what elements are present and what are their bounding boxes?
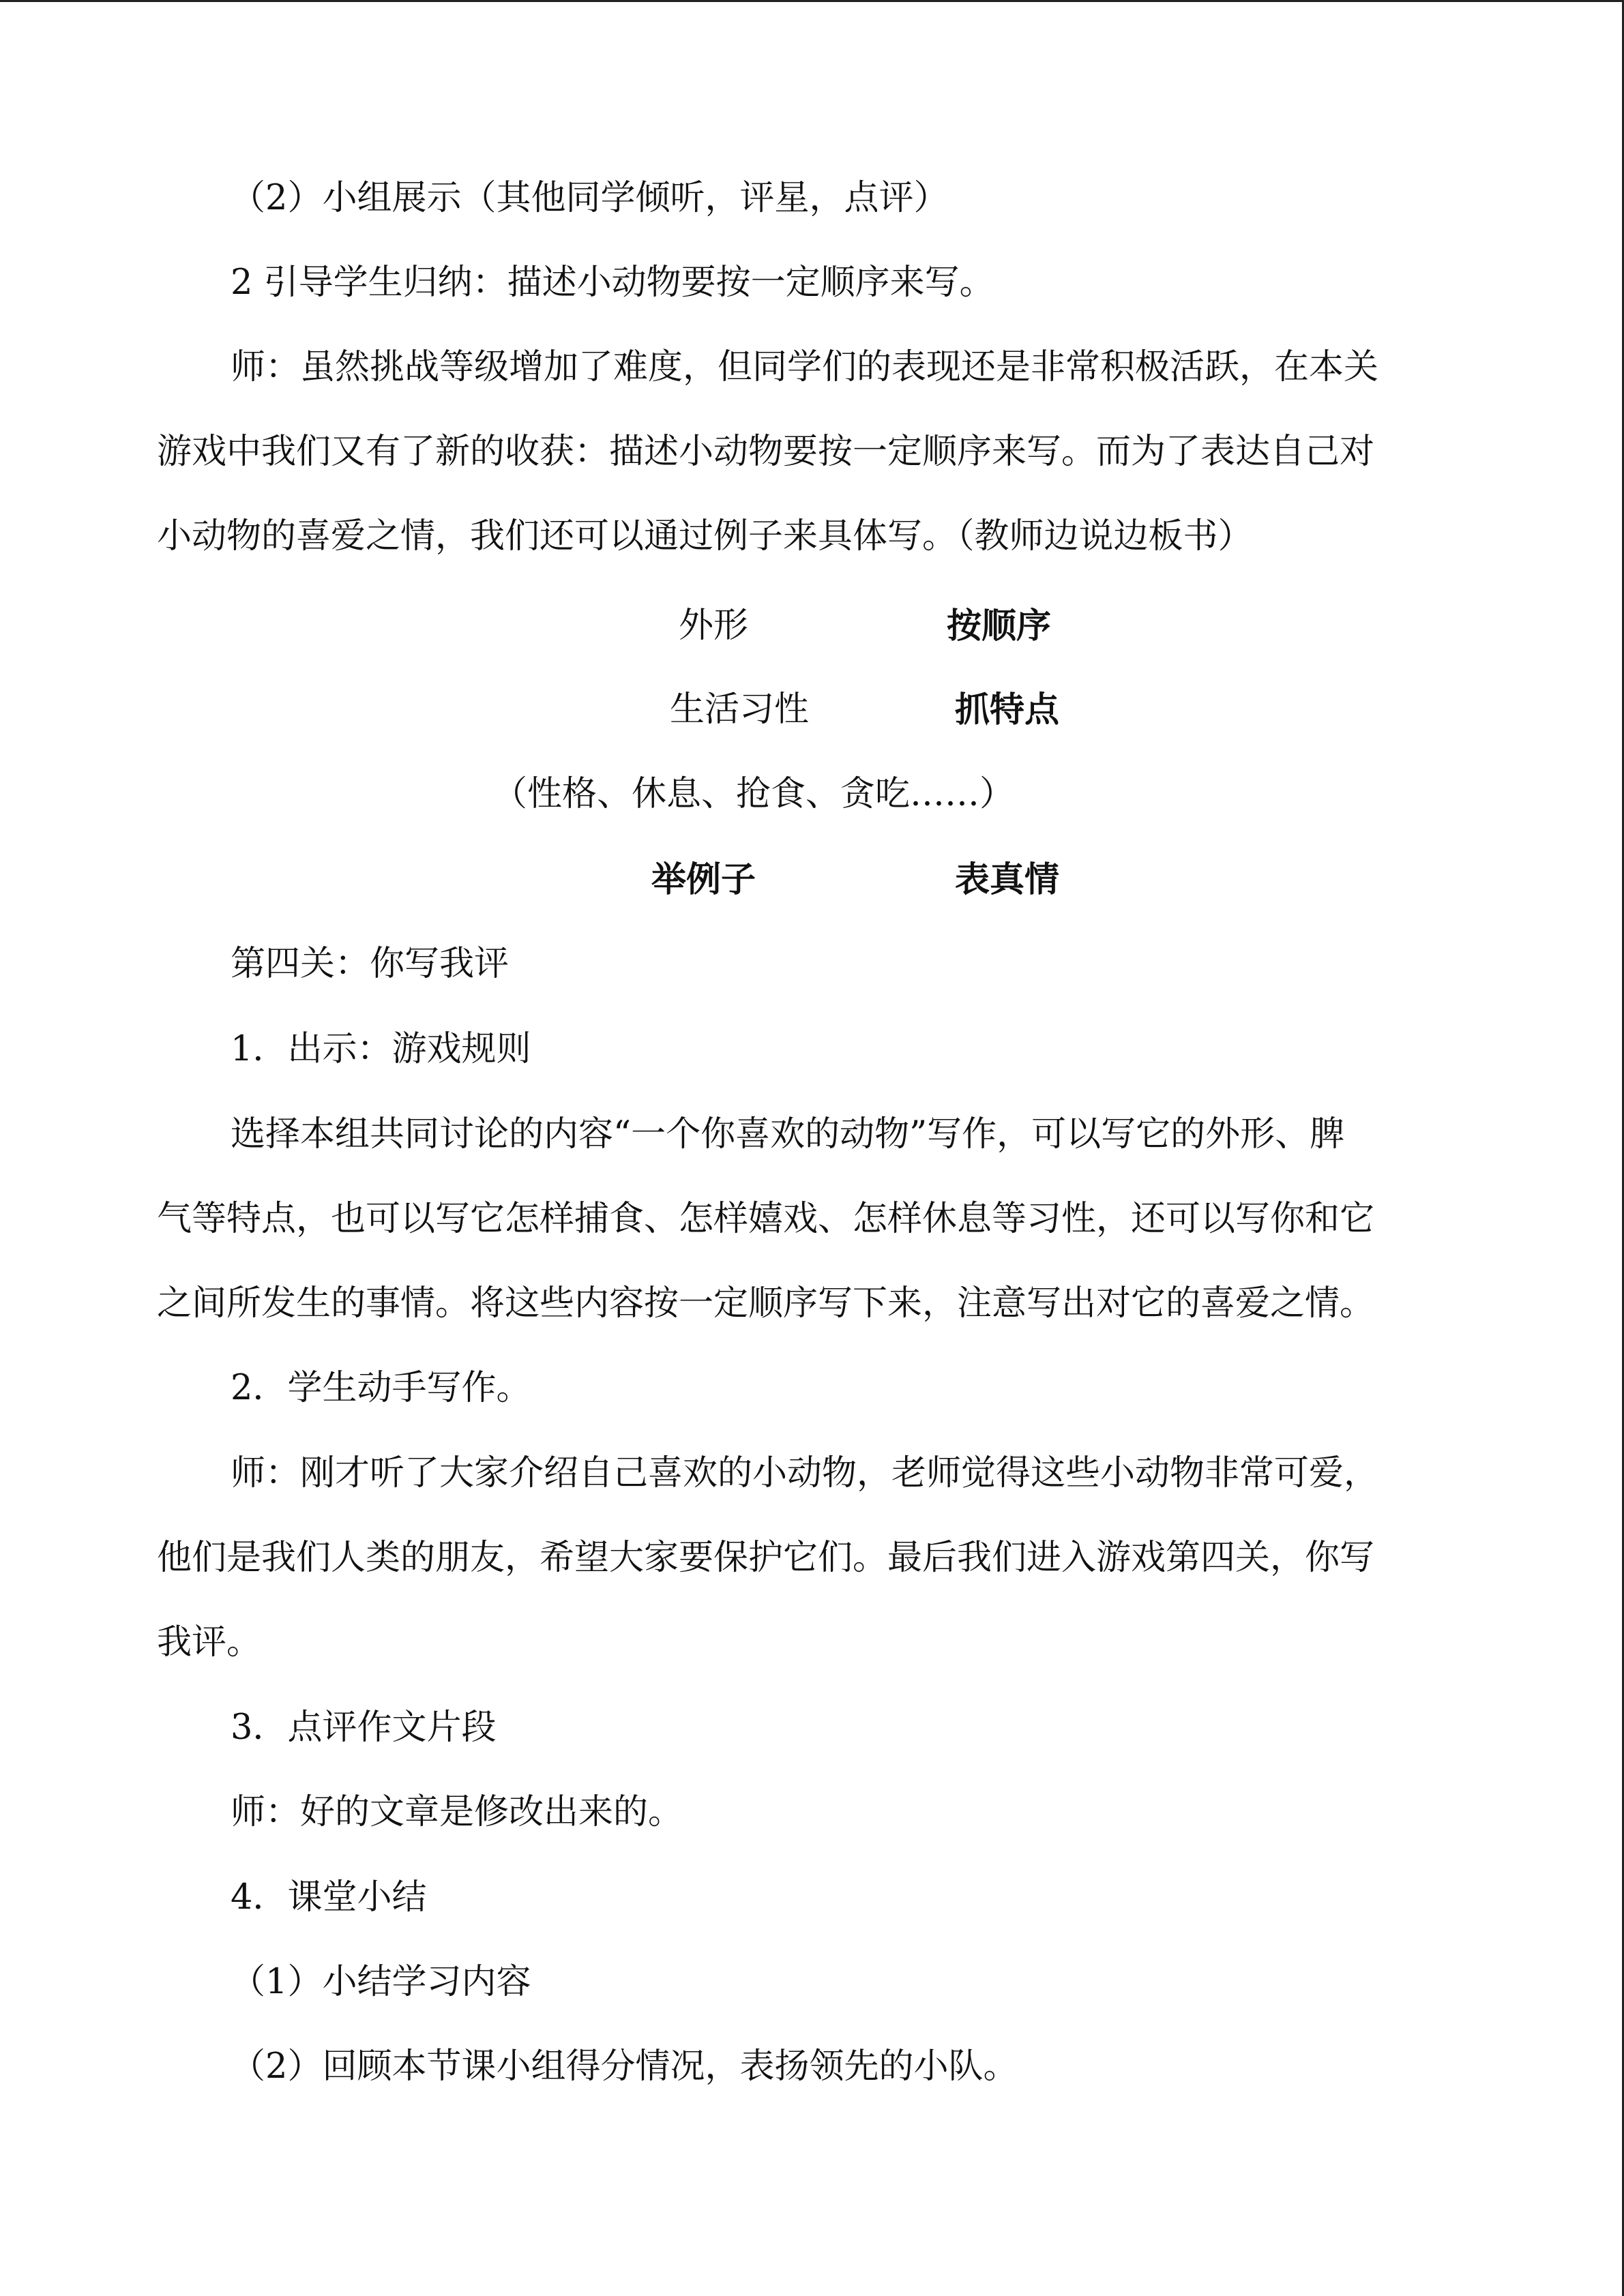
list-subitem-group-scores: （2）回顾本节课小组得分情况，表扬领先的小队。 bbox=[231, 2046, 1018, 2087]
board-appearance: 外形 bbox=[679, 606, 749, 646]
paragraph-teacher-line-1: 师：虽然挑战等级增加了难度，但同学们的表现还是非常积极活跃，在本关 bbox=[231, 347, 1379, 387]
paragraph-rules-line-2: 气等特点，也可以写它怎样捕食、怎样嬉戏、怎样休息等习性，还可以写你和它 bbox=[157, 1199, 1375, 1239]
board-habits: 生活习性 bbox=[670, 689, 810, 730]
board-examples-note: （性格、休息、抢食、贪吃……） bbox=[492, 774, 1015, 814]
list-item-game-rules: 1．出示：游戏规则 bbox=[231, 1029, 531, 1069]
paragraph-group-display: （2）小组展示（其他同学倾听，评星，点评） bbox=[231, 178, 949, 218]
paragraph-teacher-2-line-3: 我评。 bbox=[157, 1622, 262, 1663]
list-item-review: 3．点评作文片段 bbox=[231, 1708, 497, 1748]
board-in-order: 按顺序 bbox=[947, 606, 1052, 646]
paragraph-teacher-line-3: 小动物的喜爱之情，我们还可以通过例子来具体写。（教师边说边板书） bbox=[157, 516, 1253, 556]
paragraph-teacher-2-line-2: 他们是我们人类的朋友，希望大家要保护它们。最后我们进入游戏第四关，你写 bbox=[157, 1538, 1375, 1578]
paragraph-teacher-2-line-1: 师：刚才听了大家介绍自己喜欢的小动物，老师觉得这些小动物非常可爱， bbox=[231, 1453, 1379, 1493]
section-title-level4: 第四关：你写我评 bbox=[231, 944, 510, 984]
paragraph-rules-line-3: 之间所发生的事情。将这些内容按一定顺序写下来，注意写出对它的喜爱之情。 bbox=[157, 1283, 1375, 1324]
board-key-points: 抓特点 bbox=[955, 689, 1060, 730]
paragraph-rules-line-1: 选择本组共同讨论的内容“一个你喜欢的动物”写作，可以写它的外形、脾 bbox=[231, 1114, 1345, 1154]
paragraph-teacher-note: 师：好的文章是修改出来的。 bbox=[231, 1792, 683, 1832]
list-subitem-summary-content: （1）小结学习内容 bbox=[231, 1962, 531, 2002]
board-give-examples: 举例子 bbox=[651, 859, 756, 900]
paragraph-guide-summary: 2 引导学生归纳：描述小动物要按一定顺序来写。 bbox=[231, 263, 994, 303]
list-item-summary: 4．课堂小结 bbox=[231, 1877, 427, 1918]
board-true-feeling: 表真情 bbox=[955, 859, 1060, 900]
list-item-writing: 2．学生动手写作。 bbox=[231, 1368, 531, 1408]
paragraph-teacher-line-2: 游戏中我们又有了新的收获：描述小动物要按一定顺序来写。而为了表达自己对 bbox=[157, 432, 1375, 472]
